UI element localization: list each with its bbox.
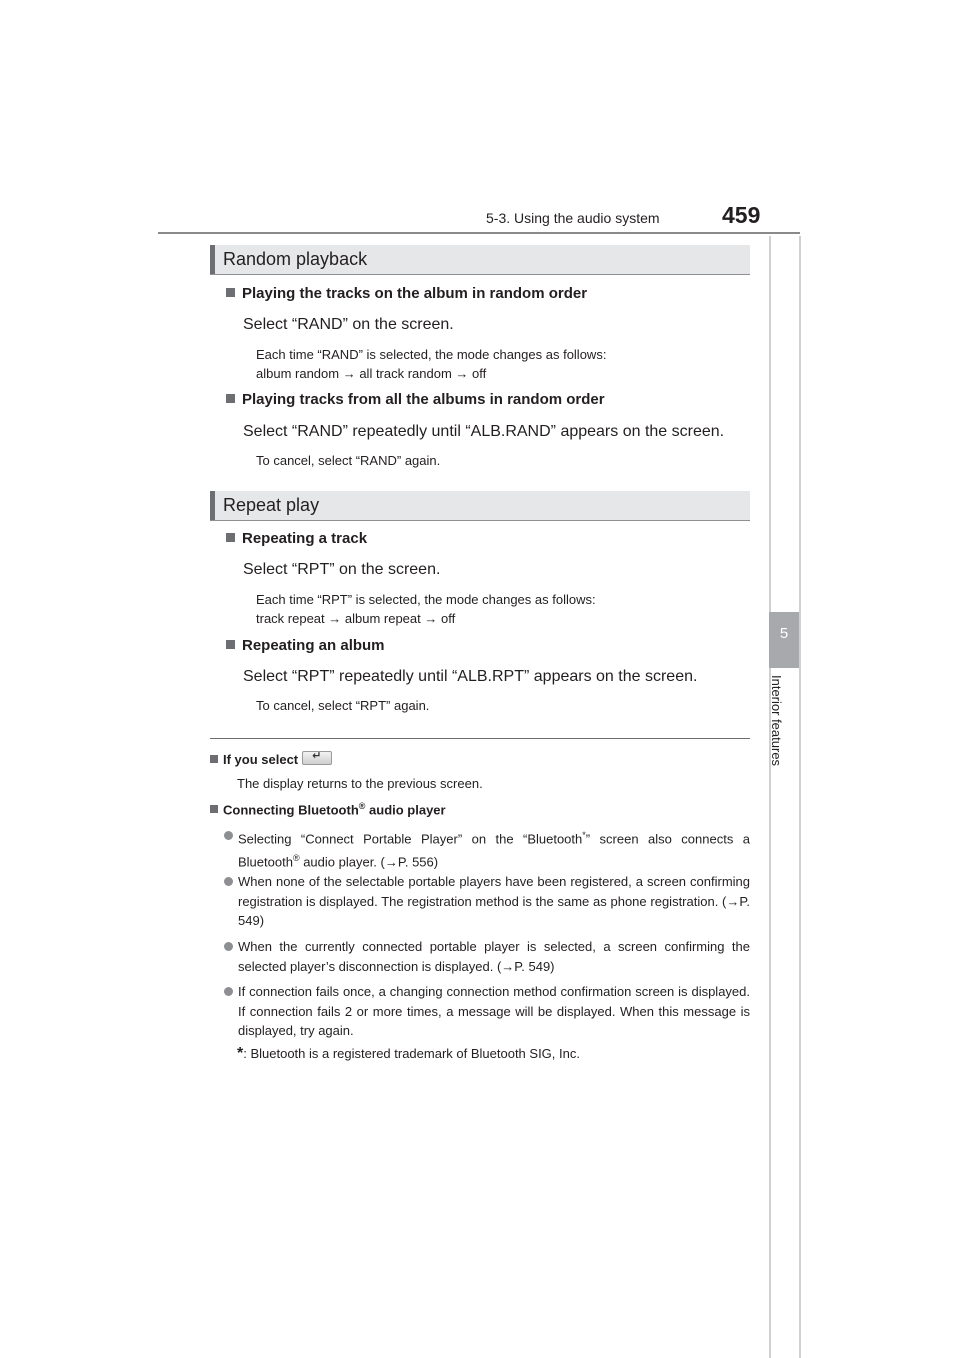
square-bullet-icon [210, 805, 218, 813]
square-bullet-icon [226, 288, 235, 297]
square-bullet-icon [226, 394, 235, 403]
round-bullet-icon [224, 942, 233, 951]
step-text: Select “RPT” repeatedly until “ALB.RPT” appears on the screen. [243, 668, 698, 685]
footnote: *: Bluetooth is a registered trademark of Bluetooth SIG, Inc. [237, 1045, 580, 1062]
round-bullet-icon [224, 831, 233, 840]
page-number: 459 [722, 202, 761, 228]
square-bullet-icon [226, 640, 235, 649]
chapter-label: Interior features [769, 675, 784, 767]
note-text: track repeat → album repeat → off [256, 611, 456, 626]
note-heading-back: If you select↵ [210, 751, 332, 767]
bullet-item: When the currently connected portable player is selected, a screen confirming the selected player’s disconnection is displayed. (→P. 549) [224, 937, 750, 976]
section-bar-repeat [210, 491, 750, 521]
subheading-album-random: Playing the tracks on the album in random order [226, 285, 587, 302]
section-title-random: Random playback [223, 249, 368, 269]
round-bullet-icon [224, 877, 233, 886]
bullet-item: When none of the selectable portable players have been registered, a screen confirming registration is displayed. The registration method is the same as phone registration. (→P. 549) [224, 872, 750, 931]
notes-divider [210, 738, 750, 739]
subheading-repeat-album: Repeating an album [226, 637, 385, 654]
chapter-number: 5 [779, 625, 789, 642]
section-bar-random [210, 245, 750, 275]
note-text: Each time “RAND” is selected, the mode changes as follows: [256, 347, 607, 362]
round-bullet-icon [224, 987, 233, 996]
note-text: album random → all track random → off [256, 366, 487, 381]
step-text: Select “RAND” repeatedly until “ALB.RAND” appears on the screen. [243, 423, 725, 440]
section-title-repeat: Repeat play [223, 495, 320, 515]
bullet-item: If connection fails once, a changing connection method confirmation screen is displayed. If connection fails 2 or more times, a message will be displayed. When this message is displayed, try again. [224, 982, 750, 1041]
bullet-item: Selecting “Connect Portable Player” on the “Bluetooth*” screen also connects a Bluetooth® audio player. (→P. 556) [224, 826, 750, 872]
note-text: To cancel, select “RPT” again. [256, 698, 430, 713]
subheading-all-random: Playing tracks from all the albums in random order [226, 391, 605, 408]
square-bullet-icon [226, 533, 235, 542]
subheading-repeat-track: Repeating a track [226, 530, 367, 547]
note-text: To cancel, select “RAND” again. [256, 453, 441, 468]
back-button-icon [302, 751, 332, 765]
step-text: Select “RPT” on the screen. [243, 561, 441, 578]
note-text: Each time “RPT” is selected, the mode changes as follows: [256, 592, 596, 607]
step-text: Select “RAND” on the screen. [243, 316, 454, 333]
note-text: The display returns to the previous screen. [237, 776, 483, 791]
section-title: 5-3. Using the audio system [486, 210, 660, 226]
note-heading-bluetooth: Connecting Bluetooth® audio player [210, 801, 446, 817]
header-rule [158, 232, 800, 234]
side-tab-strip-inner [771, 236, 799, 1358]
square-bullet-icon [210, 755, 218, 763]
